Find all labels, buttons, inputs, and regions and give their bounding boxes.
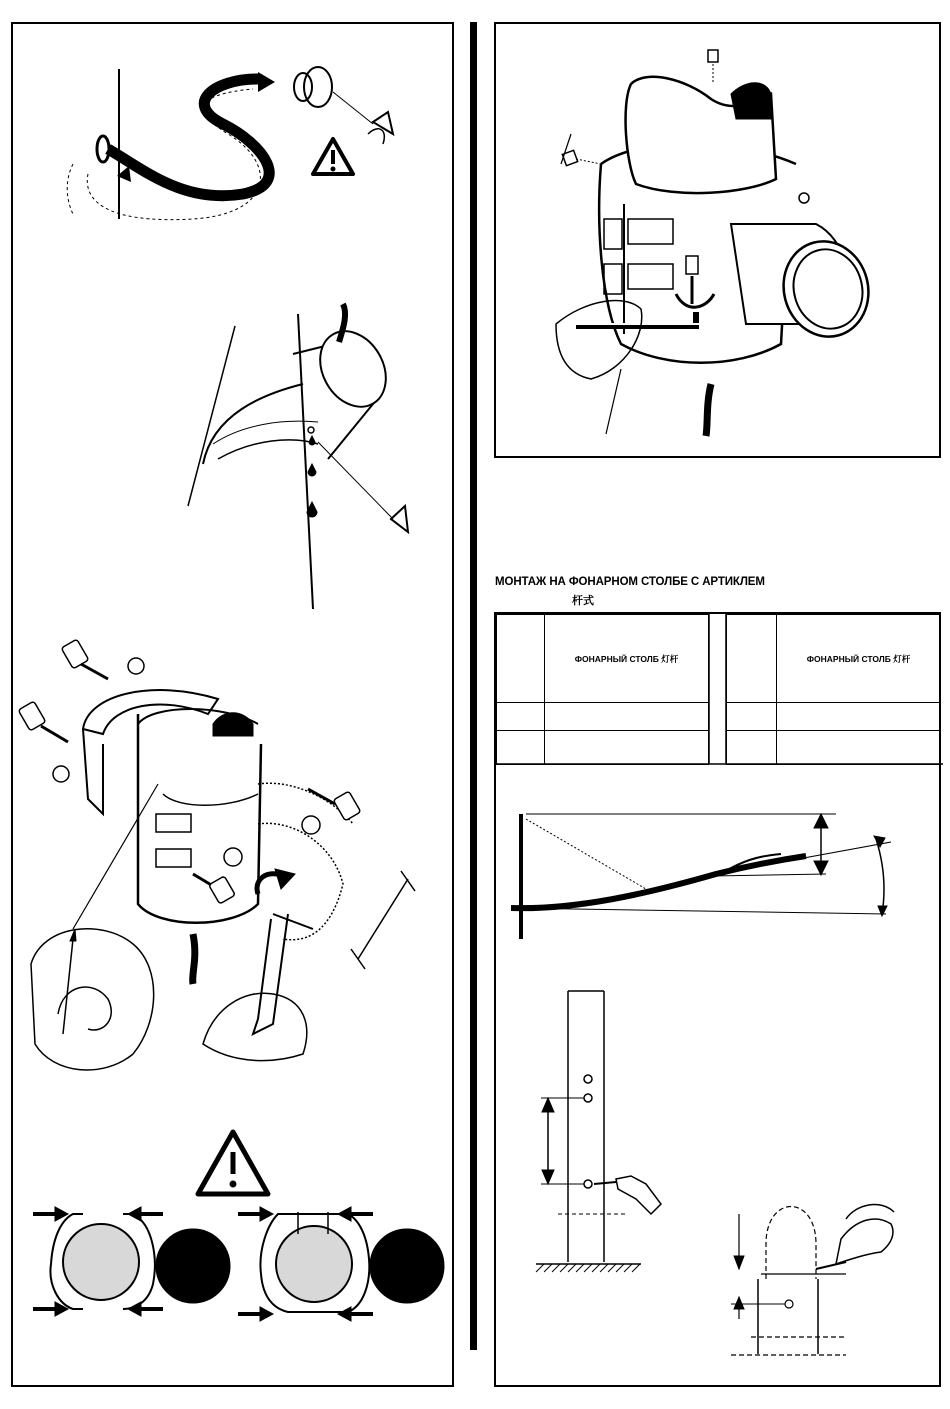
clamp-assembly-figure <box>18 639 415 1070</box>
spec-table-right-header: ФОНАРНЫЙ СТОЛБ 灯杆 <box>777 615 941 703</box>
drainage-hole-figure <box>188 304 408 609</box>
spec-table-right-cell <box>727 731 777 765</box>
spec-table-left-header: ФОНАРНЫЙ СТОЛБ 灯杆 <box>545 615 709 703</box>
spec-table-left-cell <box>545 703 709 731</box>
spec-table-right <box>726 614 941 765</box>
spec-table-right-cell <box>777 731 941 765</box>
indicator-dot-right <box>370 1229 444 1303</box>
clamp-incorrect-gap <box>33 1207 163 1316</box>
slot-marking-diagram <box>731 1205 894 1355</box>
set-screw-figure <box>496 24 943 460</box>
cable-routing-figure <box>67 67 393 220</box>
spec-table-right-blank-cell <box>727 615 777 703</box>
left-panel-drawings <box>13 24 456 1389</box>
spec-table-left-cell <box>497 703 545 731</box>
indicator-dot-left <box>156 1229 230 1303</box>
section-subtitle: 杆式 <box>572 595 594 607</box>
set-screw-tightening-panel <box>494 22 941 458</box>
clamp-gap-warning-figure <box>33 1132 444 1321</box>
spec-table-left-cell <box>497 731 545 765</box>
spec-table-left-cell <box>545 731 709 765</box>
clamp-correct-gap <box>238 1207 373 1321</box>
spec-table-right-cell <box>777 703 941 731</box>
pole-mounting-panel <box>494 612 941 1387</box>
spec-table-left <box>496 614 709 765</box>
section-title: МОНТАЖ НА ФОНАРНОМ СТОЛБЕ С АРТИКЛЕМ <box>495 576 765 588</box>
pole-drilling-diagram <box>536 991 661 1284</box>
spec-table-left-blank-cell <box>497 615 545 703</box>
arm-bending-diagram <box>511 814 891 939</box>
left-illustration-panel <box>11 22 454 1387</box>
column-divider <box>470 22 477 1350</box>
spec-table-right-cell <box>727 703 777 731</box>
